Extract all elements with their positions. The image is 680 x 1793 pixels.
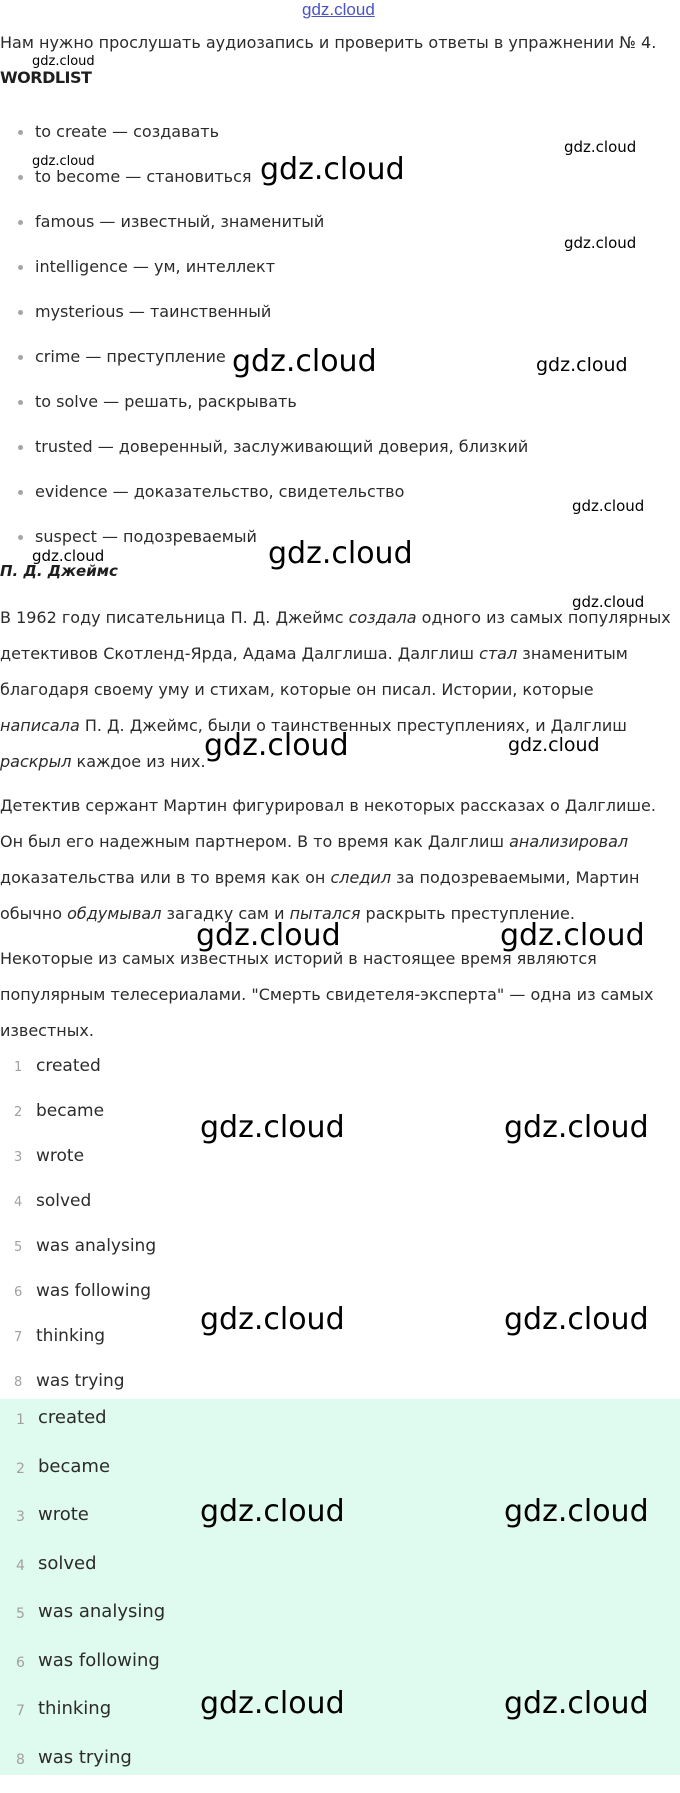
item-number: 7 xyxy=(14,1330,23,1345)
bullet-icon xyxy=(18,400,23,405)
wordlist-heading: WORDLIST xyxy=(0,68,92,87)
item-number: 4 xyxy=(14,1195,23,1210)
item-number: 3 xyxy=(14,1150,23,1165)
watermark: gdz.cloud xyxy=(196,918,341,953)
bullet-icon xyxy=(18,220,23,225)
item-number: 2 xyxy=(16,1460,25,1477)
wordlist-item: evidence — доказательство, свидетельство xyxy=(18,480,528,525)
item-number: 1 xyxy=(16,1412,25,1428)
watermark: gdz.cloud xyxy=(200,1686,345,1721)
wordlist-item: suspect — подозреваемый xyxy=(18,525,528,570)
watermark: gdz.cloud xyxy=(508,734,600,756)
paragraph-1: В 1962 году писательница П. Д. Джеймс создала одного из самых популярных детективов Скотленд-Ярда, Адама Далглиша. Далглиш стал знаменитым благодаря своему уму и стихам, которые он писал. Истории, которые написала П. Д. Джеймс, были о таинственных преступлениях, и Далглиш раскрыл каждое из них. xyxy=(0,608,671,771)
paragraph-3: Некоторые из самых известных историй в настоящее время являются популярным телесериалами. "Смерть свидетеля-эксперта" — одна из самых известных. xyxy=(0,949,654,1040)
item-text: became xyxy=(36,1101,105,1121)
item-number: 6 xyxy=(14,1285,23,1300)
item-text: solved xyxy=(36,1191,92,1211)
wordlist-item: to create — создавать xyxy=(18,120,528,165)
watermark: gdz.cloud xyxy=(204,728,349,763)
bullet-icon xyxy=(18,490,23,495)
item-number: 4 xyxy=(16,1557,25,1574)
item-text: thinking xyxy=(36,1326,106,1346)
item-text: solved xyxy=(38,1552,97,1574)
watermark: gdz.cloud xyxy=(260,152,405,187)
watermark: gdz.cloud xyxy=(200,1110,345,1145)
watermark: gdz.cloud xyxy=(536,354,628,376)
watermark: gdz.cloud xyxy=(232,344,377,379)
item-text: was following xyxy=(36,1281,152,1301)
item-number: 2 xyxy=(14,1105,23,1120)
emphasized-verb: создала xyxy=(348,608,417,627)
emphasized-verb: пытался xyxy=(289,904,361,923)
item-number: 5 xyxy=(14,1240,23,1255)
wordlist-item: famous — известный, знаменитый xyxy=(18,210,528,255)
item-text: was analysing xyxy=(36,1236,157,1256)
item-number: 8 xyxy=(16,1751,25,1768)
item-number: 8 xyxy=(14,1375,23,1390)
site-link[interactable]: gdz.cloud xyxy=(302,0,375,19)
watermark: gdz.cloud xyxy=(572,497,645,515)
intro-text: Нам нужно прослушать аудиозапись и проверить ответы в упражнении № 4. xyxy=(0,33,657,52)
text-author-heading: П. Д. Джеймс xyxy=(0,562,118,580)
item-text: was following xyxy=(38,1649,160,1671)
bullet-icon xyxy=(18,445,23,450)
wordlist-item: to solve — решать, раскрывать xyxy=(18,390,528,435)
watermark: gdz.cloud xyxy=(500,918,645,953)
item-text: was trying xyxy=(38,1746,132,1768)
watermark: gdz.cloud xyxy=(200,1302,345,1337)
watermark: gdz.cloud xyxy=(504,1686,649,1721)
bullet-icon xyxy=(18,535,23,540)
item-text: became xyxy=(38,1455,111,1477)
watermark: gdz.cloud xyxy=(504,1302,649,1337)
wordlist-item: to become — становиться xyxy=(18,165,528,210)
item-number: 7 xyxy=(16,1703,25,1719)
item-number: 6 xyxy=(16,1654,25,1671)
watermark: gdz.cloud xyxy=(504,1494,649,1529)
emphasized-verb: анализировал xyxy=(509,832,629,851)
emphasized-verb: стал xyxy=(479,644,518,663)
watermark: gdz.cloud xyxy=(572,593,645,611)
watermark: gdz.cloud xyxy=(32,54,95,69)
bullet-icon xyxy=(18,310,23,315)
item-number: 3 xyxy=(16,1509,25,1525)
wordlist-item: crime — преступление xyxy=(18,345,528,390)
item-text: was analysing xyxy=(38,1601,166,1622)
emphasized-verb: написала xyxy=(0,716,80,735)
watermark: gdz.cloud xyxy=(32,547,105,565)
item-text: wrote xyxy=(36,1146,85,1166)
emphasized-verb: обдумывал xyxy=(67,904,162,923)
watermark: gdz.cloud xyxy=(564,138,637,156)
item-number: 1 xyxy=(14,1060,23,1075)
emphasized-verb: раскрыл xyxy=(0,752,72,771)
item-text: created xyxy=(36,1056,101,1076)
watermark: gdz.cloud xyxy=(200,1494,345,1529)
paragraph-2: Детектив сержант Мартин фигурировал в некоторых рассказах о Далглише. Он был его надежным партнером. В то время как Далглиш анализировал доказательства или в то время как он следил за подозреваемыми, Мартин обычно обдумывал загадку сам и пытался раскрыть преступление. xyxy=(0,796,656,923)
item-text: thinking xyxy=(38,1698,112,1719)
bullet-icon xyxy=(18,265,23,270)
watermark: gdz.cloud xyxy=(268,536,413,571)
bullet-icon xyxy=(18,130,23,135)
watermark: gdz.cloud xyxy=(564,234,637,252)
bullet-icon xyxy=(18,175,23,180)
item-number: 5 xyxy=(16,1606,25,1622)
bullet-icon xyxy=(18,355,23,360)
watermark: gdz.cloud xyxy=(32,154,95,169)
wordlist-item: intelligence — ум, интеллект xyxy=(18,255,528,300)
item-text: wrote xyxy=(38,1504,89,1525)
item-text: was trying xyxy=(36,1371,125,1391)
item-text: created xyxy=(38,1407,107,1428)
emphasized-verb: следил xyxy=(330,868,392,887)
wordlist-item: mysterious — таинственный xyxy=(18,300,528,345)
watermark: gdz.cloud xyxy=(504,1110,649,1145)
wordlist-item: trusted — доверенный, заслуживающий доверия, близкий xyxy=(18,435,528,480)
